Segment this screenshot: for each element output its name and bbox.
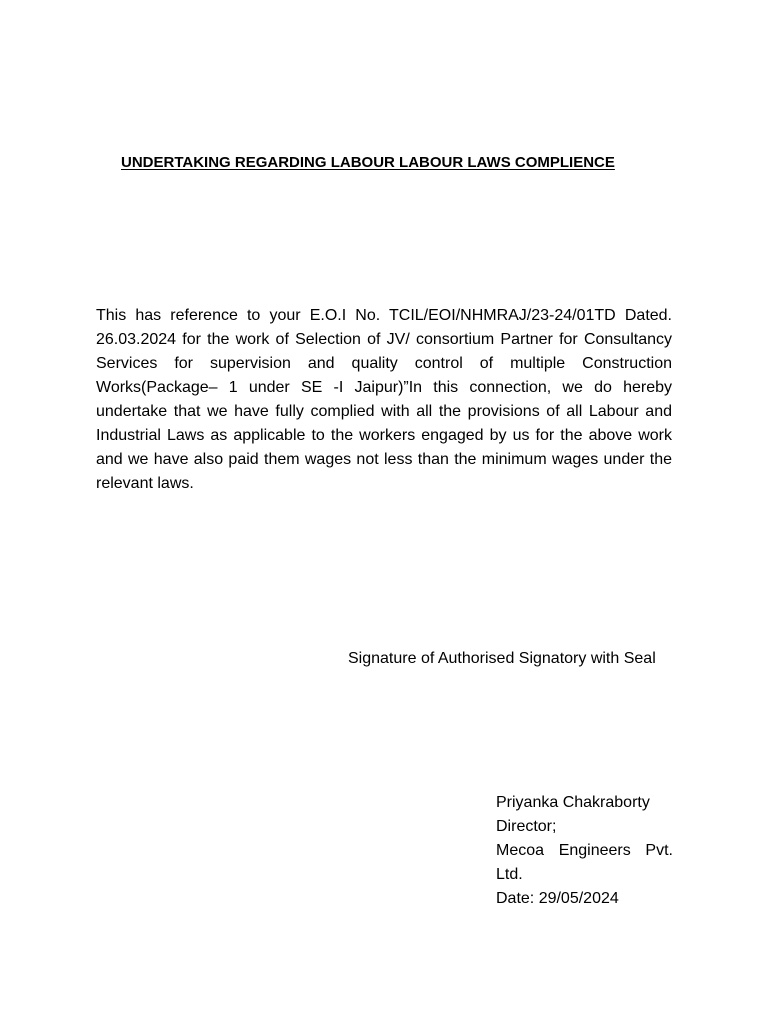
signatory-block bbox=[496, 791, 673, 911]
signature-caption: Signature of Authorised Signatory with Seal bbox=[348, 650, 656, 667]
signatory-designation: Director; bbox=[496, 818, 557, 835]
document-title: UNDERTAKING REGARDING LABOUR LABOUR LAWS COMPLIENCE bbox=[121, 154, 615, 171]
body-paragraph: This has reference to your E.O.I No. TCIL/EOI/NHMRAJ/23-24/01TD Dated. 26.03.2024 for the work of Selection of JV/ consortium Partner for Consultancy Services for supervision and quality control of multiple Construction Works(Package– 1 under SE -I Jaipur)”In this connection, we do hereby undertake that we have fully complied with all the provisions of all Labour and Industrial Laws as applicable to the workers engaged by us for the above work and we have also paid them wages not less than the minimum wages under the relevant laws. bbox=[96, 307, 672, 492]
signatory-company: Mecoa Engineers Pvt. Ltd. bbox=[496, 842, 673, 883]
signatory-name: Priyanka Chakraborty bbox=[496, 794, 650, 811]
signatory-date: Date: 29/05/2024 bbox=[496, 890, 619, 907]
